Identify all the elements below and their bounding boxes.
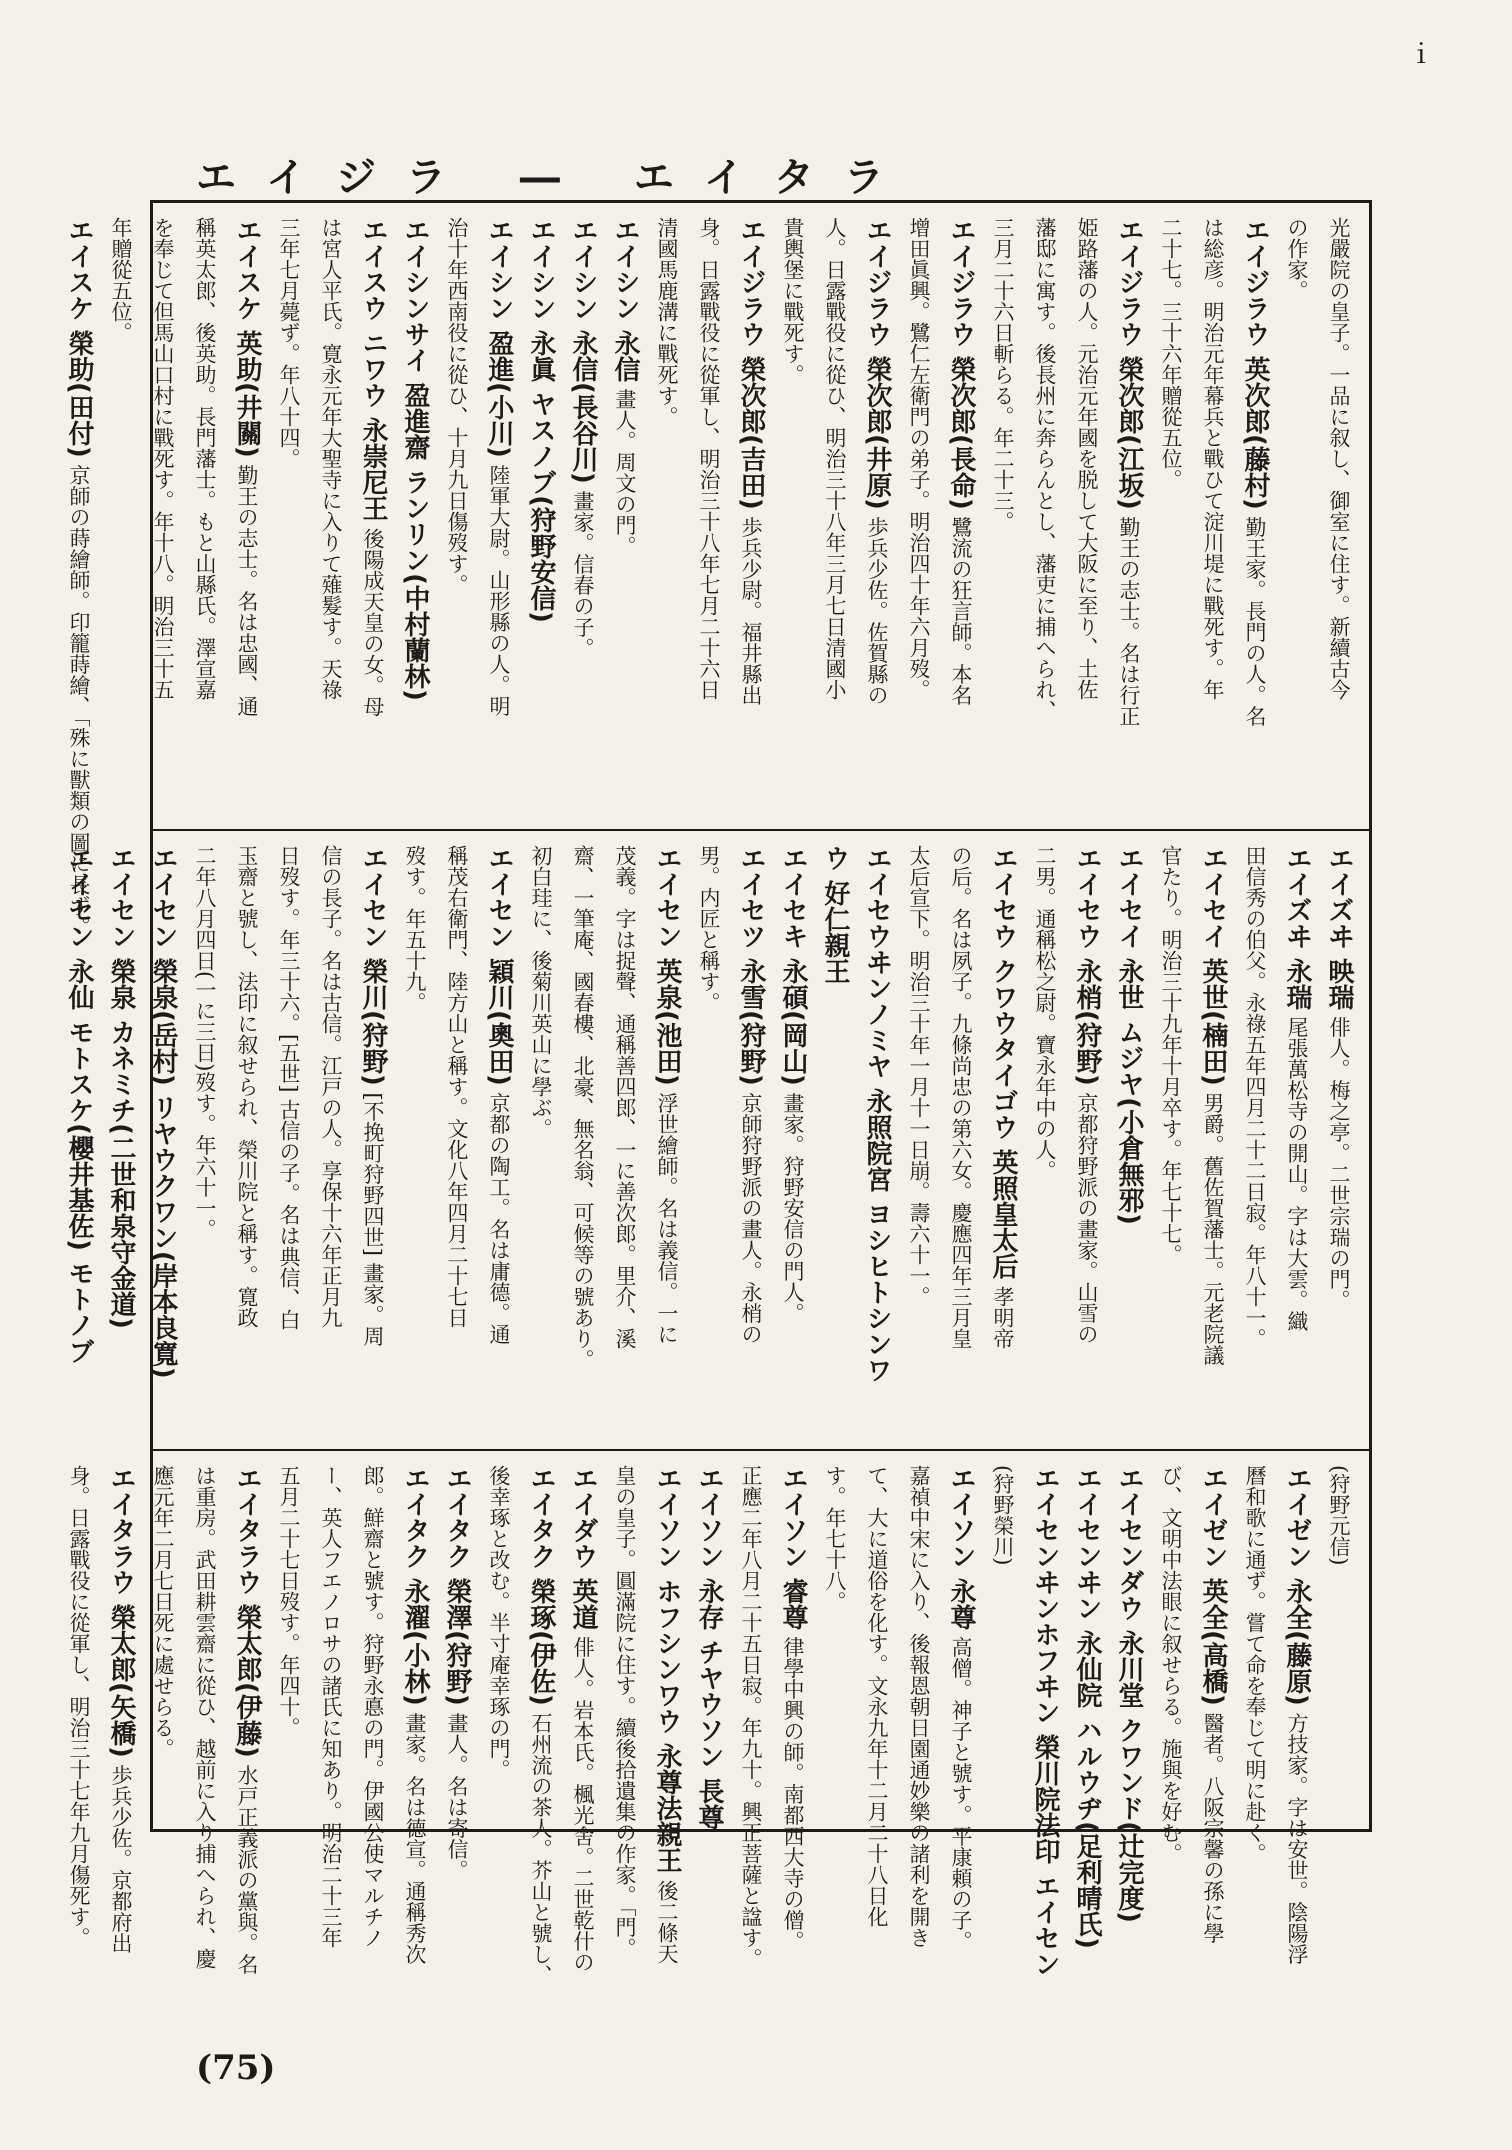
page-number: (75) — [196, 2048, 276, 2088]
entry-line — [227, 217, 267, 819]
entry-text: 男爵。舊佐賀藩士。元老院議 — [1201, 1085, 1225, 1366]
entry-text: [不挽町狩野四世] 畫家。周 — [361, 1085, 385, 1347]
entry-line — [941, 845, 981, 1439]
entry-heading: エイタラウ 榮太郎(伊藤) — [232, 1465, 262, 1758]
entry-heading: エイセキ 永碩(岡山) — [778, 845, 808, 1086]
entry-text: 浮世繪師。名は義信。一に — [655, 1085, 679, 1345]
entry-text: 皇の皇子。圓滿院に住す。續後拾遺集の作家。「門。 — [613, 1465, 637, 1959]
entry-line — [185, 845, 225, 1439]
entry-line — [59, 217, 99, 938]
entry-line — [143, 217, 183, 819]
entry-text: 畫人。周文の門。 — [613, 382, 637, 557]
entry-text: 貴輿堡に戰死す。 — [781, 217, 805, 385]
entry-heading: エイセウ 永梢(狩野) — [1072, 845, 1102, 1086]
entry-text: 後陽成天皇の女。母 — [361, 521, 385, 717]
entry-line — [353, 1465, 393, 1948]
entry-text: 田信秀の伯父。永祿五年四月二十二日寂。年八十一。 — [1243, 845, 1267, 1349]
entry-heading: エイソン 睿尊 — [778, 1465, 808, 1631]
entry-line — [563, 1465, 603, 1973]
entry-line — [857, 1465, 897, 1927]
entry-heading: エイズヰ 永瑞 — [1282, 845, 1312, 1011]
entry-line — [647, 1465, 687, 1964]
entry-heading: エイセンダウ 永川堂 クワンド(辻完度) — [1114, 1465, 1144, 1923]
entry-line — [1235, 217, 1275, 819]
entry-line — [647, 217, 687, 819]
entry-line — [185, 217, 225, 819]
entry-line — [1193, 1465, 1233, 1944]
entry-line — [1193, 217, 1233, 819]
entry-text: 齋、一筆庵、國春樓、北豪、無名翁、可候等の號あり。 — [571, 845, 595, 1370]
entry-heading: エイシンサイ 盈進齋 ランリン(中村蘭林) — [400, 217, 430, 701]
entry-heading: エイソン 永存 チヤウソン 長尊 — [694, 1465, 724, 1831]
entry-line — [1151, 845, 1191, 1439]
entry-text: 京都の陶工。名は庸德。通 — [487, 1085, 511, 1345]
entry-heading: エイソン 永尊 — [946, 1465, 976, 1631]
entry-line — [269, 845, 309, 1439]
entry-text: 人。日露戰役に從ひ、明治三十八年三月七日清國小 — [823, 217, 847, 700]
entry-heading: エイセンヰン 永仙院 ハルウヂ(足利晴氏) — [1072, 1465, 1102, 1949]
entry-line — [521, 217, 561, 819]
entry-text: 歩兵少佐。佐賀縣の — [865, 509, 889, 706]
entry-line — [1109, 845, 1149, 1439]
entry-line — [101, 217, 141, 819]
entry-text: 玉齋と號し、法印に叙せられ、榮川院と稱す。寛政 — [235, 845, 259, 1328]
entry-text: 俳人。梅之亭。二世宗瑞の門。 — [1327, 1010, 1351, 1311]
entry-text: 二男。通稱松之尉。寶永年中の人。 — [1033, 845, 1057, 1181]
entry-line — [395, 217, 435, 819]
entry-line — [857, 217, 897, 819]
entry-heading: エイタク 榮澤(狩野) — [442, 1465, 472, 1706]
entry-line — [311, 1465, 351, 1948]
entry-line — [899, 845, 939, 1439]
entry-line — [731, 1465, 771, 1969]
entry-line — [689, 1465, 729, 1831]
entry-text: 郎。鮮齋と號す。狩野永悳の門。伊國公使マルチノ — [361, 1465, 385, 1948]
entry-line — [437, 1465, 477, 1881]
entry-line — [1235, 845, 1275, 1439]
entry-line — [1025, 217, 1065, 819]
entry-line — [815, 845, 855, 1439]
entry-text: 勤王家。長門の人。名 — [1243, 509, 1267, 727]
entry-text: 治十年西南役に從ひ、十月九日傷歿す。 — [445, 217, 469, 595]
entry-line — [1319, 217, 1359, 819]
entry-text: 稱英太郎、後英助。長門藩士。もと山縣氏。澤宣嘉 — [193, 217, 217, 700]
entry-line — [731, 845, 771, 1439]
entry-line — [563, 845, 603, 1439]
entry-text: 勤王の志士。名は行正 — [1117, 509, 1141, 727]
entry-line — [59, 1465, 99, 1948]
entry-text: 茂義。字は捉聲、通稱善四郎、一に善次郎。里介、溪 — [613, 845, 637, 1349]
entry-heading: ウ 好仁親王 — [820, 845, 850, 985]
entry-text: び、文明中法眼に叙せらる。施與を好む。 — [1159, 1465, 1183, 1864]
entry-text: 應元年二月七日死に處せらる。 — [151, 1465, 175, 1759]
entry-line — [479, 1465, 519, 1819]
entry-line — [815, 1465, 855, 1819]
entry-line — [731, 217, 771, 819]
entry-heading: エイスケ 榮助(田付) — [64, 217, 94, 458]
entry-line — [1319, 1465, 1359, 1819]
entry-heading: エイジラウ 榮次郎(吉田) — [736, 217, 766, 510]
tier-bottom — [67, 1451, 1369, 1986]
entry-text: 京師の蒔繪師。印籠蒔繪、「殊に獸類の圖に長ず。 — [67, 457, 91, 938]
entry-line — [395, 1465, 435, 1965]
entry-line — [983, 1465, 1023, 1819]
entry-line — [1319, 845, 1359, 1439]
running-head: エイジラ ― エイタラ — [196, 155, 914, 201]
entry-line — [1277, 217, 1317, 819]
entry-line — [1235, 1465, 1275, 1864]
entry-line — [1151, 217, 1191, 819]
entry-line — [1151, 1465, 1191, 1864]
entry-line — [605, 1465, 645, 1959]
entry-heading: エイセウ クワウタイゴウ 英照皇太后 — [988, 845, 1018, 1280]
entry-heading: エイタク 榮琢(伊佐) — [526, 1465, 556, 1706]
entry-line — [1193, 845, 1233, 1439]
entry-text: 嘉禎中宋に入り、後報恩朝日園通妙樂の諸利を開き — [907, 1465, 931, 1948]
entry-heading: エイジラウ 榮次郎(井原) — [862, 217, 892, 510]
entry-line — [395, 845, 435, 1439]
entry-text: は総彦。明治元年幕兵と戰ひて淀川堤に戰死す。年 — [1201, 217, 1225, 700]
entry-line — [1025, 845, 1065, 1439]
entry-text: 律學中興の師。南都西大寺の僧。 — [781, 1630, 805, 1952]
entry-text: 男。内匠と稱す。 — [697, 845, 721, 1013]
entry-heading: エイセイ 永世 ムジヤ(小倉無邪) — [1114, 845, 1144, 1225]
entry-heading: エイゼン 永全(藤原) — [1282, 1465, 1312, 1706]
entry-text: 陸軍大尉。山形縣の人。明 — [487, 457, 511, 717]
entry-text: (狩野元信) — [1327, 1465, 1351, 1566]
entry-text: 方技家。字は安世。陰陽浮 — [1285, 1705, 1309, 1965]
entry-text: 後幸琢と改む。半寸庵幸琢の門。 — [487, 1465, 511, 1780]
entry-text: 水戸正義派の黨與。名 — [235, 1757, 259, 1975]
entry-text: 歿す。年五十九。 — [403, 845, 427, 1013]
entry-heading: エイシン 盈進(小川) — [484, 217, 514, 458]
entry-line — [1277, 1465, 1317, 1965]
entry-heading: エイジラウ 榮次郎(長命) — [946, 217, 976, 510]
entry-heading: エイセイ 英世(楠田) — [1198, 845, 1228, 1086]
entry-line — [143, 845, 183, 1439]
entry-text: 正應二年八月二十五日寂。年九十。興正菩薩と諡す。 — [739, 1465, 763, 1969]
entry-heading: エイソン ホフシンワウ 永尊法親王 — [652, 1465, 682, 1874]
entry-text: て、大に道俗を化す。文永九年十二月二十八日化 — [865, 1465, 889, 1927]
entry-text: 京都狩野派の畫家。山雪の — [1075, 1085, 1099, 1345]
entry-line — [185, 1465, 225, 1969]
entry-line — [773, 1465, 813, 1952]
entry-line — [1067, 1465, 1107, 1949]
entry-text: 身。日露戰役に從軍し、明治三十七年九月傷死す。 — [67, 1465, 91, 1948]
entry-line — [521, 845, 561, 1439]
entry-line — [941, 217, 981, 819]
entry-text: 官たり。明治三十九年十月卒す。年七十七。 — [1159, 845, 1183, 1265]
entry-text: 孝明帝 — [991, 1279, 1015, 1349]
entry-text: は宮人平氏。寛永元年大聖寺に入りて薙髮す。天祿 — [319, 217, 343, 700]
entry-line — [941, 1465, 981, 1952]
entry-heading: エイスウ ニワウ 永崇尼王 — [358, 217, 388, 522]
entry-heading: エイシン 永信 — [610, 217, 640, 383]
entry-line — [983, 217, 1023, 819]
entry-text: 二年八月四日(一に三日)歿す。年六十一。 — [193, 845, 217, 1240]
entry-heading: エイタク 永濯(小林) — [400, 1465, 430, 1706]
entry-text: 尾張萬松寺の開山。字は大雲。織 — [1285, 1010, 1309, 1332]
entry-text: 醫者。八阪宗馨の孫に學 — [1201, 1705, 1225, 1944]
entry-line — [983, 845, 1023, 1439]
entry-line — [689, 217, 729, 819]
entry-heading: エイセツ 永雪(狩野) — [736, 845, 766, 1086]
entry-text: は重房。武田耕雲齋に從ひ、越前に入り捕へられ、慶 — [193, 1465, 217, 1969]
entry-line — [899, 217, 939, 819]
entry-line — [773, 217, 813, 819]
entry-text: 信の長子。名は古信。江戸の人。享保十六年正月九 — [319, 845, 343, 1328]
entry-line — [689, 845, 729, 1439]
entry-text: 光嚴院の皇子。一品に叙し、御室に住す。新續古今 — [1327, 217, 1351, 700]
entry-line — [1277, 845, 1317, 1439]
entry-line — [101, 845, 141, 1439]
entry-line — [1067, 845, 1107, 1439]
entry-heading: エイセン 榮川(狩野) — [358, 845, 388, 1086]
entry-text: す。年七十八。 — [823, 1465, 847, 1612]
entry-text: 太后宣下。明治三十年一月十一日崩。壽六十一。 — [907, 845, 931, 1307]
entry-text: 清國馬鹿溝に戰死す。 — [655, 217, 679, 427]
entry-line — [647, 845, 687, 1439]
entry-line — [773, 845, 813, 1439]
entry-text: 畫家。名は德宣。通稱秀次 — [403, 1705, 427, 1965]
entry-heading: エイセンヰンホフヰン 榮川院法印 エイセン — [1030, 1465, 1060, 1978]
entry-line — [353, 845, 393, 1439]
entry-heading: エイセン 穎川(奧田) — [484, 845, 514, 1086]
entry-heading: エイセウヰンノミヤ 永照院宮 ヨシヒトシンワ — [862, 845, 892, 1384]
entry-heading: エイダウ 英道 — [568, 1465, 598, 1631]
entry-line — [479, 217, 519, 819]
entry-text: 後二條天 — [655, 1873, 679, 1964]
entry-line — [899, 1465, 939, 1948]
entry-heading: エイセン 英泉(池田) — [652, 845, 682, 1086]
entry-heading: エイズヰ 映瑞 — [1324, 845, 1354, 1011]
page-frame — [64, 200, 1372, 1986]
entry-text: 姫路藩の人。元治元年國を脱して大阪に至り、土佐 — [1075, 217, 1099, 700]
entry-text: 高僧。神子と號す。平康頼の子。 — [949, 1630, 973, 1952]
entry-text: 京師狩野派の畫人。永梢の — [739, 1085, 763, 1345]
entry-text: 畫人。名は寄信。 — [445, 1705, 469, 1881]
entry-text: 曆和歌に通ず。嘗て命を奉じて明に赴く。 — [1243, 1465, 1267, 1864]
entry-heading: エイジラウ 榮次郎(江坂) — [1114, 217, 1144, 510]
entry-text: の作家。 — [1285, 217, 1309, 301]
entry-line — [437, 845, 477, 1439]
entry-text: 鷺流の狂言師。本名 — [949, 509, 973, 706]
entry-text: 稱茂右衛門、陸方山と稱す。文化八年四月二十七日 — [445, 845, 469, 1328]
entry-heading: エイシン 永眞 ヤスノブ(狩野安信) — [526, 217, 556, 623]
entry-line — [1025, 1465, 1065, 1978]
entry-heading: エイタラウ 榮太郎(矢橋) — [106, 1465, 136, 1758]
entry-line — [1109, 1465, 1149, 1923]
entry-text: 畫家。信春の子。 — [571, 483, 595, 659]
entry-line — [815, 217, 855, 819]
entry-text: 歩兵少尉。福井縣出 — [739, 509, 763, 706]
entry-text: 日歿す。年三十六。[五世] 古信の子。名は典信、白 — [277, 845, 301, 1331]
entry-line — [269, 217, 309, 819]
entry-text: 增田眞興。鷺仁左衛門の弟子。明治四十年六月歿。 — [907, 217, 931, 700]
entry-heading: エイセン 永仙 モトスケ(櫻井基佐) モトノブ — [64, 845, 94, 1364]
entry-text: 藩邸に寓す。後長州に奔らんとし、藩吏に捕へられ、 — [1033, 217, 1057, 721]
entry-text: 身。日露戰役に從軍し、明治三十八年七月二十六日 — [697, 217, 721, 700]
entry-line — [227, 845, 267, 1439]
entry-text: 三月二十六日斬らる。年二十三。 — [991, 217, 1015, 532]
entry-line — [1067, 217, 1107, 819]
entry-text: (狩野榮川) — [991, 1465, 1015, 1566]
entry-line — [479, 845, 519, 1439]
entry-text: を奉じて但馬山口村に戰死す。年十八。明治三十五 — [151, 217, 175, 700]
entry-heading: エイセン 榮泉(岳村) リヤウクワン(岸本良寬) — [148, 845, 178, 1379]
entry-text: 勤王の志士。名は忠國、通 — [235, 457, 259, 717]
entry-line — [521, 1465, 561, 1986]
corner-mark: ｉ — [1407, 40, 1434, 70]
entry-line — [563, 217, 603, 819]
entry-heading: エイシン 永信(長谷川) — [568, 217, 598, 484]
entry-text: ー、英人フエノロサの諸氏に知あり。明治二十三年 — [319, 1465, 343, 1948]
entry-heading: エイスケ 英助(井關) — [232, 217, 262, 458]
entry-line — [857, 845, 897, 1439]
entry-text: 五月二十七日歿す。年四十。 — [277, 1465, 301, 1738]
entry-line — [143, 1465, 183, 1819]
entry-text: 俳人。岩本氏。楓光舍。二世乾什の — [571, 1630, 595, 1973]
entry-line — [311, 217, 351, 819]
entry-line — [437, 217, 477, 819]
tier-middle — [64, 831, 1369, 1451]
entry-text: 畫家。狩野安信の門人。 — [781, 1085, 805, 1324]
entry-text: 二十七。三十六年贈從五位。 — [1159, 217, 1183, 490]
entry-line — [311, 845, 351, 1439]
entry-line — [605, 845, 645, 1439]
entry-line — [59, 845, 99, 1439]
entry-line — [101, 1465, 141, 1954]
entry-line — [1109, 217, 1149, 819]
entry-text: 三年七月薨ず。年八十四。 — [277, 217, 301, 469]
entry-text: 歩兵少佐。京都府出 — [109, 1757, 133, 1954]
entry-heading: エイセン 榮泉 カネミチ(二世和泉守金道) — [106, 845, 136, 1329]
entry-heading: エイゼン 英全(高橋) — [1198, 1465, 1228, 1706]
entry-text: 年贈從五位。 — [109, 217, 133, 343]
entry-text: 初白珪に、後菊川英山に學ぶ。 — [529, 845, 553, 1139]
entry-text: 石州流の茶人。芥山と號し、 — [529, 1705, 553, 1986]
entry-text: の后。名は夙子。九條尚忠の第六女。慶應四年三月皇 — [949, 845, 973, 1349]
entry-line — [605, 217, 645, 819]
entry-heading: エイジラウ 英次郎(藤村) — [1240, 217, 1270, 510]
entry-line — [269, 1465, 309, 1819]
entry-line — [353, 217, 393, 819]
entry-line — [227, 1465, 267, 1975]
